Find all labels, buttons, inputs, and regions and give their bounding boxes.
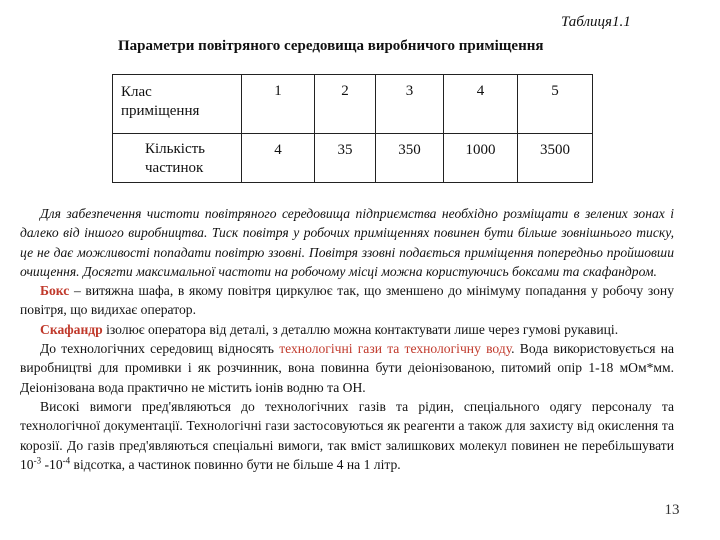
table-cell: 4 (242, 134, 315, 183)
table-caption: Таблиця1.1 (561, 14, 631, 30)
water-paragraph: До технологічних середовищ відносять технологічні гази та технологічну воду. Вода використовується на виробництві для промивки і як розчинник, вона повинна бути деіонізованою, питомий опір 1-18 мОм*мм. Деіонізована вода практично не містить іонів водню та ОН. (20, 341, 675, 395)
header-line: Кількість (145, 141, 206, 157)
page-number: 13 (664, 501, 680, 518)
table-cell: 1 (242, 75, 315, 134)
table-title: Параметри повітряного середовища виробничого приміщення (118, 38, 544, 54)
header-line: Клас (121, 84, 152, 100)
table-cell: 3500 (518, 134, 593, 183)
header-line: частинок (145, 160, 204, 176)
table-cell: 350 (376, 134, 444, 183)
box-paragraph: Бокс – витяжна шафа, в якому повітря циркулює так, що зменшено до мінімуму попадання у робочу зону повітря, що видихає оператор. (20, 283, 674, 318)
table-row-particles (113, 134, 593, 183)
row-header-class (113, 75, 242, 134)
table-cell: 35 (315, 134, 376, 183)
body-text (20, 204, 674, 474)
table-cell: 1000 (444, 134, 518, 183)
table-cell: 2 (315, 75, 376, 134)
table-cell: 4 (444, 75, 518, 134)
table-row-class (113, 75, 593, 134)
header-line: приміщення (121, 103, 200, 119)
table-cell: 5 (518, 75, 593, 134)
parameters-table (112, 74, 593, 183)
row-header-particles (113, 134, 242, 183)
box-term: Бокс (40, 283, 70, 299)
table-cell: 3 (376, 75, 444, 134)
tech-media-link[interactable]: технологічні гази та технологічну воду (279, 341, 512, 357)
intro-paragraph: Для забезпечення чистоти повітряного середовища підприємства необхідно розміщати в зелених зонах і далеко від іншого виробництва. Тиск повітря у робочих приміщеннях повинен бути більше зовнішнього тиску, це не дає можливості попадати повітрю ззовні. Повітря ззовні подається приміщення попередньо пройшовши очищення. Досягти максимальної частоти на робочому місці можна користуючись боксами та скафандром. (20, 206, 674, 279)
gas-paragraph: Високі вимоги пред'являються до технологічних газів та рідин, спеціального одягу персоналу та технологічної документації. Технологічні гази застосовуються як реагенти а також для захисту від окислення та корозії. До газів пред'являються спеціальні вимоги, так вміст залишкових молекул повинен не перебільшувати $10^{-3}$ $-10^{-4}$ відсотка, а частинок повинно бути не більше 4 на 1 літр. (20, 398, 674, 472)
suit-paragraph: Скафандр ізолює оператора від деталі, з деталлю можна контактувати лише через гумові рукавиці. (40, 321, 619, 337)
suit-term: Скафандр (40, 321, 103, 337)
